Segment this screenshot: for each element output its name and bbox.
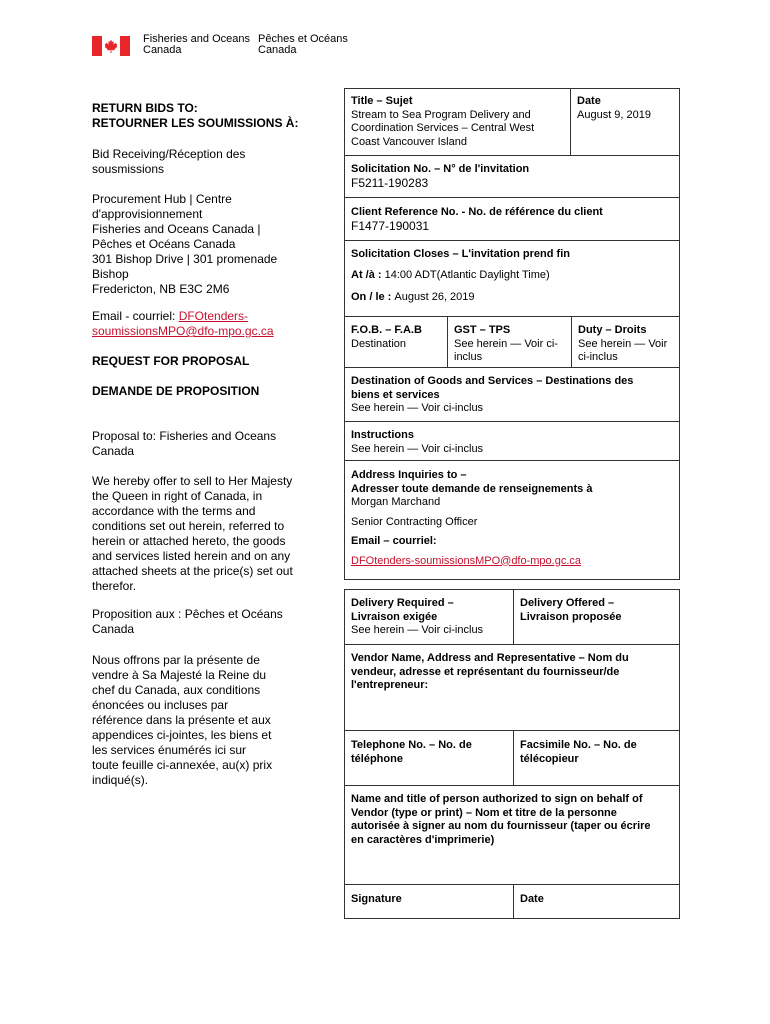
- title-field: Title – Sujet Stream to Sea Program Delivery and Coordination Services – Central West Coast Vancouver Island: [351, 95, 535, 148]
- delivery-offered[interactable]: Delivery Offered – Livraison proposée: [520, 597, 622, 623]
- department-name-fr: Pêches et Océans Canada: [258, 33, 348, 56]
- duty-field: Duty – Droits See herein — Voir ci-inclus: [578, 324, 668, 363]
- telephone-field[interactable]: Telephone No. – No. de téléphone: [351, 739, 472, 765]
- vendor-name-field[interactable]: Vendor Name, Address and Representative – Nom du vendeur, adresse et représentant du fournisseur/de l'entrepreneur:: [351, 652, 629, 691]
- client-reference: Client Reference No. - No. de référence du client F1477-190031: [351, 206, 603, 233]
- bid-receiving: Bid Receiving/Réception des sousmissions: [92, 147, 246, 176]
- solicitation-closes: Solicitation Closes – L'invitation prend fin At /à : 14:00 ADT(Atlantic Daylight Time) On / le : August 26, 2019: [351, 248, 570, 303]
- return-address: Procurement Hub | Centre d'approvisionnement Fisheries and Oceans Canada | Pêches et Océans Canada 301 Bishop Drive | 301 promenade Bishop Fredericton, NB E3C 2M6: [92, 192, 278, 296]
- email-link-cont[interactable]: soumissionsMPO@dfo-mpo.gc.ca: [92, 324, 274, 338]
- signature-field[interactable]: Signature: [351, 893, 402, 905]
- return-bids-heading: RETURN BIDS TO: RETOURNER LES SOUMISSIONS À:: [92, 101, 299, 130]
- facsimile-field[interactable]: Facsimile No. – No. de télécopieur: [520, 739, 637, 765]
- destination-field: Destination of Goods and Services – Destinations des biens et services See herein — Voir ci-inclus: [351, 375, 634, 414]
- delivery-required: Delivery Required – Livraison exigée See herein — Voir ci-inclus: [351, 597, 484, 636]
- return-email: Email - courriel: DFOtenders- soumissionsMPO@dfo-mpo.gc.ca: [92, 309, 274, 338]
- instructions-field: Instructions See herein — Voir ci-inclus: [351, 429, 484, 455]
- offer-text-fr: Nous offrons par la présente de vendre à Sa Majesté la Reine du chef du Canada, aux conditions énoncées ou incluses par référence dans la présente et aux appendices ci-jointes, les biens et les services énumérés ici sur toute feuille ci-annexée, au(x) prix indiqué(s).: [92, 653, 273, 787]
- inquiries-email-link[interactable]: DFOtenders-soumissionsMPO@dfo-mpo.gc.ca: [351, 554, 582, 567]
- proposal-to: Proposal to: Fisheries and Oceans Canada: [92, 429, 277, 458]
- offer-text-en: We hereby offer to sell to Her Majesty the Queen in right of Canada, in accordance with the terms and conditions set out herein, referred to herein or attached hereto, the goods and services listed herein and on any attached sheets at the price(s) set out therefor.: [92, 474, 293, 593]
- authorized-signer-field[interactable]: Name and title of person authorized to sign on behalf of Vendor (type or print) – Nom et titre de la personne autorisée à signer au nom du fournisseur (taper ou écrire en caractères d'imprimerie): [351, 793, 651, 846]
- solicitation-number: Solicitation No. – N° de l'invitation F5211-190283: [351, 163, 530, 190]
- inquiries-field: Address Inquiries to – Adresser toute demande de renseignements à Morgan Marchand Senior Contracting Officer Email – courriel: DFOtenders-soumissionsMPO@dfo-mpo.gc.ca: [351, 469, 593, 567]
- fob-field: F.O.B. – F.A.B Destination: [351, 324, 422, 350]
- rfp-title-fr: DEMANDE DE PROPOSITION: [92, 384, 260, 398]
- email-link[interactable]: DFOtenders-: [178, 309, 249, 323]
- date-field: Date August 9, 2019: [577, 95, 652, 121]
- signature-date-field[interactable]: Date: [520, 893, 544, 905]
- gst-field: GST – TPS See herein — Voir ci- inclus: [454, 324, 558, 363]
- rfp-title-en: REQUEST FOR PROPOSAL: [92, 354, 250, 368]
- department-name-en: Fisheries and Oceans Canada: [143, 33, 250, 56]
- canada-flag-icon: [92, 36, 130, 56]
- proposition-aux: Proposition aux : Pêches et Océans Canada: [92, 607, 283, 636]
